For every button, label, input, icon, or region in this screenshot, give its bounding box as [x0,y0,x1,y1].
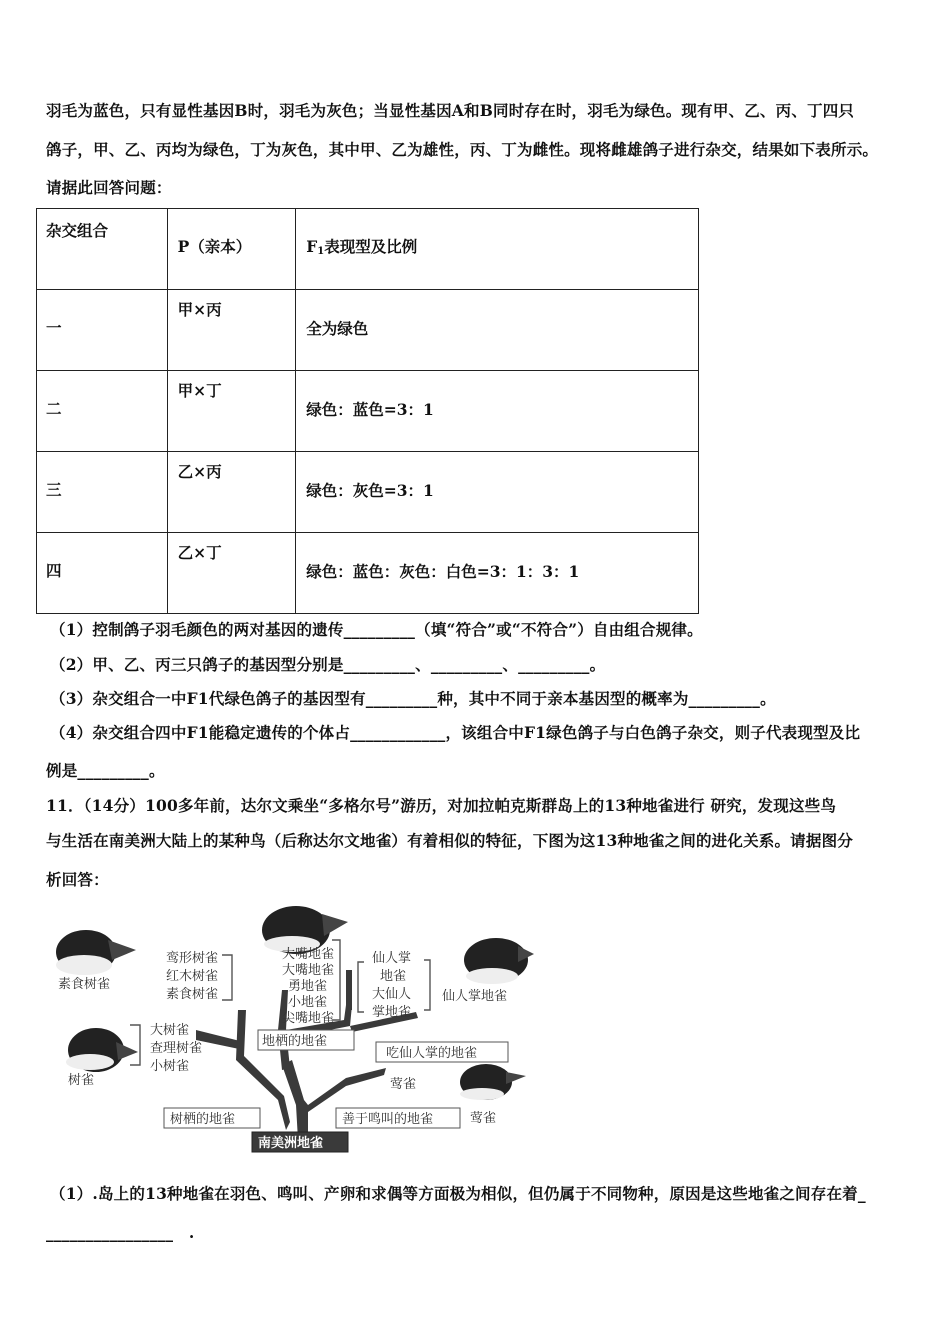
root-label: 南美洲地雀 [258,1136,324,1151]
species-label: 鸾形树雀 [166,951,219,966]
table-row [37,452,699,533]
row-parents: 甲×丁 [177,381,222,400]
singing-ground-box [336,1108,460,1128]
species-label: 大嘴地雀 [282,947,335,962]
species-label: 尖嘴地雀 [282,1011,335,1026]
cactus-eating-box [376,1042,508,1062]
species-label: 地雀 [380,969,407,984]
left-mid-species-list [150,1022,202,1074]
tree-ground-box [164,1108,260,1128]
q11-line-3: 析回答： [46,870,109,889]
left-top-species-list [166,950,218,1002]
species-label: 红木树雀 [166,969,219,984]
question-1: （1）控制鸽子羽毛颜色的两对基因的遗传_________（填“符合”或“不符合”）自由组合规律。 [50,620,703,639]
finch-head-icon [56,930,136,992]
cross-table [36,208,699,614]
row-result: 全为绿色 [306,319,369,338]
bird-label-tree: 树雀 [68,1073,95,1088]
table-row [37,371,699,452]
row-parents: 乙×丁 [177,543,222,562]
q11-sub-1-line-2: ________________ . [46,1223,195,1242]
finch-evolution-diagram [46,900,536,1160]
bird-label-cactus: 仙人掌地雀 [442,989,508,1004]
question-3: （3）杂交组合一中F1代绿色鸽子的基因型有_________种，其中不同于亲本基因型的概率为_________。 [50,689,776,708]
finch-head-icon [460,1064,526,1126]
bird-label-warbler: 莺雀 [470,1111,497,1126]
row-result: 绿色：蓝色：灰色：白色=3：1：3：1 [306,562,580,581]
species-label: 素食树雀 [166,987,219,1002]
table-row [37,290,699,371]
species-label: 掌地雀 [372,1005,412,1020]
header-group: 杂交组合 [46,221,109,240]
row-result: 绿色：灰色=3：1 [306,481,434,500]
species-label: 大树雀 [150,1023,190,1038]
root-label-box [252,1132,348,1152]
finch-head-icon [442,938,534,1004]
row-parents: 乙×丙 [177,462,222,481]
species-label: 大嘴地雀 [282,963,335,978]
warbler-label: 莺雀 [390,1077,417,1092]
bird-label-vegetarian: 素食树雀 [58,977,111,992]
header-f1: $F_1$表现型及比例 [306,237,418,257]
category-label: 地栖的地雀 [262,1034,328,1049]
question-2: （2）甲、乙、丙三只鸽子的基因型分别是_________、_________、_________。 [50,655,606,674]
species-label: 仙人掌 [372,951,412,966]
row-parents: 甲×丙 [177,300,222,319]
row-group: 三 [46,480,62,499]
row-result: 绿色：蓝色=3：1 [306,400,434,419]
row-group: 二 [46,399,62,418]
category-label: 树栖的地雀 [170,1112,236,1127]
species-label: 小树雀 [150,1059,190,1074]
row-group: 四 [46,561,62,580]
intro-line-1: 羽毛为蓝色，只有显性基因B时，羽毛为灰色；当显性基因A和B同时存在时，羽毛为绿色。现有甲、乙、丙、丁四只 [46,101,855,120]
ground-ground-box [258,1030,354,1050]
species-label: 查理树雀 [150,1041,203,1056]
q11-sub-1-line-1: （1）.岛上的13种地雀在羽色、鸣叫、产卵和求偶等方面极为相似，但仍属于不同物种，原因是这些地雀之间存在着_ [50,1184,866,1203]
row-group: 一 [46,318,62,337]
middle-species-list [282,946,334,1026]
finch-head-icon [66,1028,138,1088]
species-label: 小地雀 [288,995,328,1010]
category-label: 善于鸣叫的地雀 [342,1112,434,1127]
header-parents: P（亲本） [177,237,252,256]
table-header-row [37,209,699,290]
q11-line-1: 11．（14分）100多年前，达尔文乘坐“多格尔号”游历，对加拉帕克斯群岛上的13种地雀进行 研究，发现这些鸟 [46,796,837,815]
species-label: 勇地雀 [288,979,328,994]
species-label: 大仙人 [372,987,412,1002]
q11-line-2: 与生活在南美洲大陆上的某种鸟（后称达尔文地雀）有着相似的特征，下图为这13种地雀之间的进化关系。请据图分 [46,831,853,850]
right-species-list [372,950,411,1020]
question-4-line-1: （4）杂交组合四中F1能稳定遗传的个体占____________，该组合中F1绿色鸽子与白色鸽子杂交，则子代表现型及比 [50,723,861,742]
intro-line-2: 鸽子，甲、乙、丙均为绿色，丁为灰色，其中甲、乙为雄性，丙、丁为雌性。现将雌雄鸽子进行杂交，结果如下表所示。 [46,140,879,159]
table-row [37,533,699,614]
question-4-line-2: 例是_________。 [46,761,165,780]
category-label: 吃仙人掌的地雀 [386,1046,478,1061]
intro-line-3: 请据此回答问题： [46,178,172,197]
